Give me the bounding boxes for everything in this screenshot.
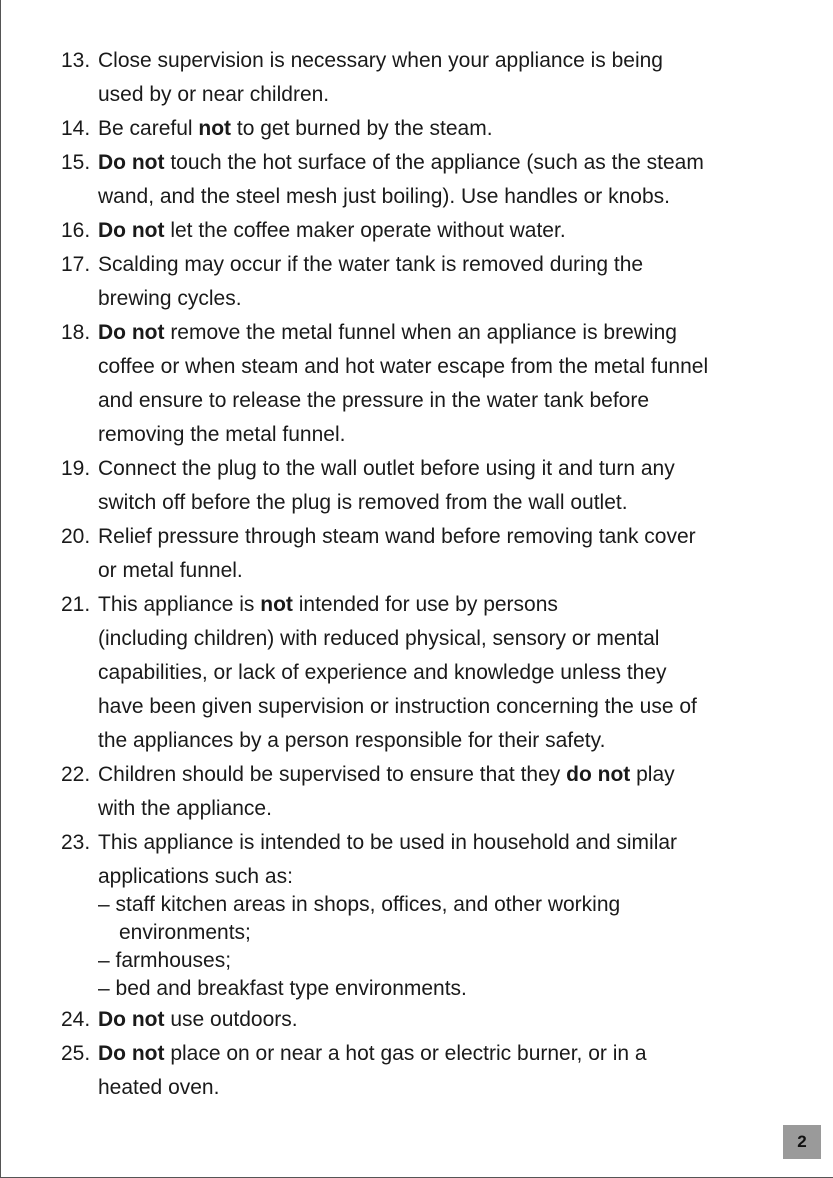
text-segment: play xyxy=(630,763,675,786)
text-segment: use outdoors. xyxy=(164,1008,298,1031)
safety-instructions-list xyxy=(61,44,821,1105)
emphasis-text: Do not xyxy=(98,151,165,174)
text-segment: applications such as: xyxy=(98,865,293,888)
text-line xyxy=(98,860,821,894)
list-item xyxy=(61,146,821,214)
text-segment: place on or near a hot gas or electric burner, or in a xyxy=(164,1042,647,1065)
text-segment: to get burned by the steam. xyxy=(231,117,493,140)
list-item xyxy=(61,248,821,316)
item-number: 14. xyxy=(61,117,91,140)
text-line xyxy=(98,214,821,248)
list-item xyxy=(61,826,821,1003)
text-line xyxy=(98,622,821,656)
text-segment: used by or near children. xyxy=(98,83,330,106)
text-segment: and ensure to release the pressure in the water tank before xyxy=(98,389,650,412)
item-number: 16. xyxy=(61,219,91,242)
text-line xyxy=(98,350,821,384)
text-segment: intended for use by persons xyxy=(292,593,558,616)
text-segment: Relief pressure through steam wand before removing tank cover xyxy=(98,525,696,548)
text-segment: Connect the plug to the wall outlet before using it and turn any xyxy=(98,457,675,480)
text-line xyxy=(98,588,821,622)
list-item xyxy=(61,112,821,146)
sub-list xyxy=(98,891,821,1003)
list-item xyxy=(61,452,821,520)
emphasis-text: do not xyxy=(566,763,631,786)
text-segment: capabilities, or lack of experience and knowledge unless they xyxy=(98,661,667,684)
text-line xyxy=(98,282,821,316)
list-item xyxy=(61,214,821,248)
list-item xyxy=(61,520,821,588)
text-line xyxy=(98,180,821,214)
text-segment: the appliances by a person responsible for their safety. xyxy=(98,729,606,752)
text-line xyxy=(98,690,821,724)
text-segment: removing the metal funnel. xyxy=(98,423,346,446)
text-line xyxy=(98,656,821,690)
text-line xyxy=(98,248,821,282)
item-text xyxy=(98,452,821,520)
item-number: 17. xyxy=(61,253,91,276)
item-text xyxy=(98,214,821,248)
item-number: 19. xyxy=(61,457,91,480)
text-line xyxy=(98,1037,821,1071)
item-number: 24. xyxy=(61,1008,91,1031)
text-line xyxy=(98,452,821,486)
sub-list-item: – staff kitchen areas in shops, offices, and other working xyxy=(98,893,621,916)
text-segment: Be careful xyxy=(98,117,199,140)
item-text xyxy=(98,146,821,214)
text-segment: touch the hot surface of the appliance (such as the steam xyxy=(164,151,704,174)
list-item xyxy=(61,758,821,826)
item-number: 23. xyxy=(61,831,91,854)
page-number-badge: 2 xyxy=(783,1125,821,1159)
text-line xyxy=(98,486,821,520)
text-line xyxy=(98,520,821,554)
item-number: 13. xyxy=(61,49,91,72)
emphasis-text: not xyxy=(198,117,232,140)
item-text xyxy=(98,826,821,1003)
item-text xyxy=(98,588,821,758)
item-text xyxy=(98,44,821,112)
item-text xyxy=(98,1037,821,1105)
text-line xyxy=(98,792,821,826)
list-item xyxy=(61,44,821,112)
text-line xyxy=(98,554,821,588)
item-text xyxy=(98,1003,821,1037)
text-segment: Children should be supervised to ensure that they xyxy=(98,763,567,786)
item-number: 18. xyxy=(61,321,91,344)
text-line xyxy=(98,146,821,180)
text-line xyxy=(98,112,821,146)
text-segment: or metal funnel. xyxy=(98,559,243,582)
emphasis-text: Do not xyxy=(98,1008,165,1031)
text-line xyxy=(98,1071,821,1105)
text-line xyxy=(98,418,821,452)
text-segment: (including children) with reduced physical, sensory or mental xyxy=(98,627,660,650)
list-item xyxy=(61,1037,821,1105)
item-text xyxy=(98,758,821,826)
sub-list-item: – farmhouses; xyxy=(98,949,232,972)
text-line xyxy=(98,384,821,418)
text-segment: wand, and the steel mesh just boiling). Use handles or knobs. xyxy=(98,185,670,208)
item-number: 25. xyxy=(61,1042,91,1065)
text-segment: This appliance is intended to be used in household and similar xyxy=(98,831,678,854)
item-text xyxy=(98,316,821,452)
text-line xyxy=(98,724,821,758)
list-item xyxy=(61,1003,821,1037)
item-number: 20. xyxy=(61,525,91,548)
text-segment: heated oven. xyxy=(98,1076,220,1099)
item-number: 22. xyxy=(61,763,91,786)
item-number: 15. xyxy=(61,151,91,174)
text-segment: Close supervision is necessary when your appliance is being xyxy=(98,49,663,72)
emphasis-text: Do not xyxy=(98,1042,165,1065)
emphasis-text: Do not xyxy=(98,219,165,242)
item-text xyxy=(98,112,821,146)
text-line xyxy=(98,826,821,860)
text-line xyxy=(98,316,821,350)
emphasis-text: not xyxy=(260,593,293,616)
list-item xyxy=(61,316,821,452)
emphasis-text: Do not xyxy=(98,321,165,344)
text-line xyxy=(98,758,821,792)
text-segment: switch off before the plug is removed from the wall outlet. xyxy=(98,491,628,514)
text-line xyxy=(98,1003,821,1037)
sub-list-item: – bed and breakfast type environments. xyxy=(98,977,467,1000)
sub-list-item: environments; xyxy=(119,921,251,944)
item-text xyxy=(98,520,821,588)
text-line xyxy=(98,78,821,112)
list-item xyxy=(61,588,821,758)
text-segment: have been given supervision or instruction concerning the use of xyxy=(98,695,697,718)
text-segment: let the coffee maker operate without water. xyxy=(164,219,566,242)
text-line xyxy=(98,44,821,78)
text-segment: remove the metal funnel when an appliance is brewing xyxy=(164,321,677,344)
text-segment: brewing cycles. xyxy=(98,287,242,310)
text-segment: with the appliance. xyxy=(98,797,272,820)
text-segment: Scalding may occur if the water tank is removed during the xyxy=(98,253,644,276)
item-text xyxy=(98,248,821,316)
item-number: 21. xyxy=(61,593,91,616)
text-segment: This appliance is xyxy=(98,593,261,616)
text-segment: coffee or when steam and hot water escape from the metal funnel xyxy=(98,355,709,378)
